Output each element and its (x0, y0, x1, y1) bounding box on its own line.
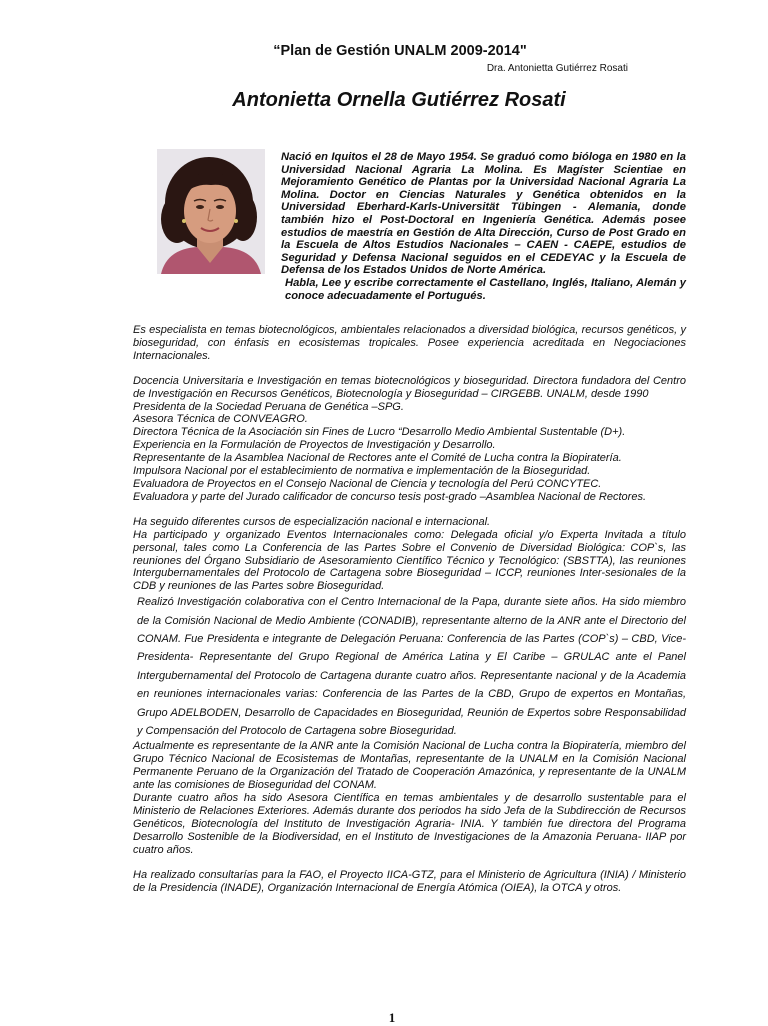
role-item: Docencia Universitaria e Investigación en temas biotecnológicos y bioseguridad. Directora fundadora del Centro de Investigación en Recursos Genéticos, Biotecnología y Bioseguridad – CIRGEBB. UNALM, desde 1990 (133, 374, 686, 400)
bio-main: Nació en Iquitos el 28 de Mayo 1954. Se graduó como bióloga en 1980 en la Universidad Nacional Agraria La Molina. Es Magíster Scientiae en Mejoramiento Genético de Plantas por la Universidad Nacional Agraria La Molina. Doctor en Ciencias Naturales y Genética obtenidos en la Universidad Eberhard-Karls-Universität Tübingen - Alemania, donde también hizo el Post-Doctoral en Ingeniería Genética. Además posee estudios de maestría en Gestión de Alta Dirección, Curso de Post Grado en la Escuela de Altos Estudios Nacionales – CAEN - CAEPE, estudios de Seguridad y Defensa Nacional seguidos en el CEDEYAC y la Escuela de Defensa de los Estados Unidos de Norte América. (281, 151, 686, 277)
bio-languages: Habla, Lee y escribe correctamente el Castellano, Inglés, Italiano, Alemán y conoce adecuadamente el Portugués. (285, 276, 686, 302)
current-paragraph: Actualmente es representante de la ANR ante la Comisión Nacional de Lucha contra la Biopiratería, miembro del Grupo Técnico Nacional de Ecosistemas de Montañas, representante de la UNALM en la Comisión Nacional Permanente Peruano de la Organización del Tratado de Cooperación Amazónica, y representante de la UNALM ante las comisiones de Bioseguridad del CONAM. (133, 740, 686, 792)
bio-summary (281, 151, 686, 302)
role-item: Presidenta de la Sociedad Peruana de Genética –SPG. (133, 400, 404, 413)
research-paragraph: Realizó Investigación colaborativa con el Centro Internacional de la Papa, durante siete años. Ha sido miembro de la Comisión Nacional de Medio Ambiente (CONADIB), representante alterno de la ANR ante el Directorio del CONAM. Fue Presidenta e integrante de Delegación Peruana: Conferencia de las Partes (COP`s) – CBD, Vice-Presidenta- Representante del Grupo Regional de América Latina y El Caribe – GRULAC ante el Panel Intergubernamental del Protocolo de Cartagena durante cuatro años. Representante nacional y de la Academia en reuniones internacionales varias: Conferencia de las Partes de la CBD, Grupo de expertos en Montañas, Grupo ADELBODEN, Desarrollo de Capacidades en Bioseguridad, Reunión de Expertos sobre Responsabilidad y Compensación del Protocolo de Cartagena sobre Bioseguridad. (137, 596, 686, 738)
header-title: “Plan de Gestión UNALM 2009-2014" (273, 43, 527, 59)
role-item: Asesora Técnica de CONVEAGRO. (133, 413, 308, 426)
role-item: Directora Técnica de la Asociación sin Fines de Lucro “Desarrollo Medio Ambiental Sustentable (D+). (133, 426, 626, 439)
courses-paragraph: Ha seguido diferentes cursos de especialización nacional e internacional. (133, 515, 491, 528)
page-number: 1 (388, 1010, 396, 1025)
role-item: Evaluadora y parte del Jurado calificador de concurso tesis post-grado –Asamblea Nacional de Rectores. (133, 490, 647, 503)
advisor-paragraph: Durante cuatro años ha sido Asesora Científica en temas ambientales y de desarrollo sustentable para el Ministerio de Relaciones Exteriores. Además durante dos periodos ha sido Jefa de la Subdirección de Recursos Genéticos, Biotecnología del Instituto de Investigación Agraria- INIA. Y también fue directora del Programa Desarrollo Sostenible de la Biodiversidad, en el Instituto de Investigaciones de la Amazonia Peruana- IIAP por cuatro años. (133, 792, 686, 857)
consulting-paragraph: Ha realizado consultarías para la FAO, el Proyecto IICA-GTZ, para el Ministerio de Agricultura (INIA) / Ministerio de la Presidencia (INADE), Organización Internacional de Energía Atómica (OIEA), la OTCA y otros. (133, 869, 686, 894)
role-item: Experiencia en la Formulación de Proyectos de Investigación y Desarrollo. (133, 439, 496, 452)
role-item: Impulsora Nacional por el establecimiento de normativa e implementación de la Bioseguridad. (133, 465, 591, 478)
role-item: Evaluadora de Proyectos en el Consejo Nacional de Ciencia y tecnología del Perú CONCYTEC. (133, 477, 602, 490)
portrait-photo (157, 149, 265, 274)
specialist-paragraph: Es especialista en temas biotecnológicos, ambientales relacionados a diversidad biológica, recursos genéticos, y bioseguridad, con énfasis en ecosistemas tropicales. Posee experiencia acreditada en Negociaciones Internacionales. (133, 324, 686, 362)
document-body (133, 324, 686, 895)
header-author: Dra. Antonietta Gutiérrez Rosati (486, 63, 628, 74)
document-title: Antonietta Ornella Gutiérrez Rosati (232, 89, 566, 111)
events-paragraph: Ha participado y organizado Eventos Internacionales como: Delegada oficial y/o Experta Invitada a título personal, tales como La Conferencia de las Partes Sobre el Convenio de Diversidad Biológica: COP`s, las reuniones del Órgano Subsidiario de Asesoramiento Científico Técnico y Tecnológico: (SBSTTA), las reuniones Intergubernamentales del Protocolo de Cartagena sobre Bioseguridad – ICCP, reuniones Inter-sesionales de la CDB y reuniones de las Partes sobre Bioseguridad. (133, 528, 686, 593)
role-item: Representante de la Asamblea Nacional de Rectores ante el Comité de Lucha contra la Biopiratería. (133, 452, 622, 465)
